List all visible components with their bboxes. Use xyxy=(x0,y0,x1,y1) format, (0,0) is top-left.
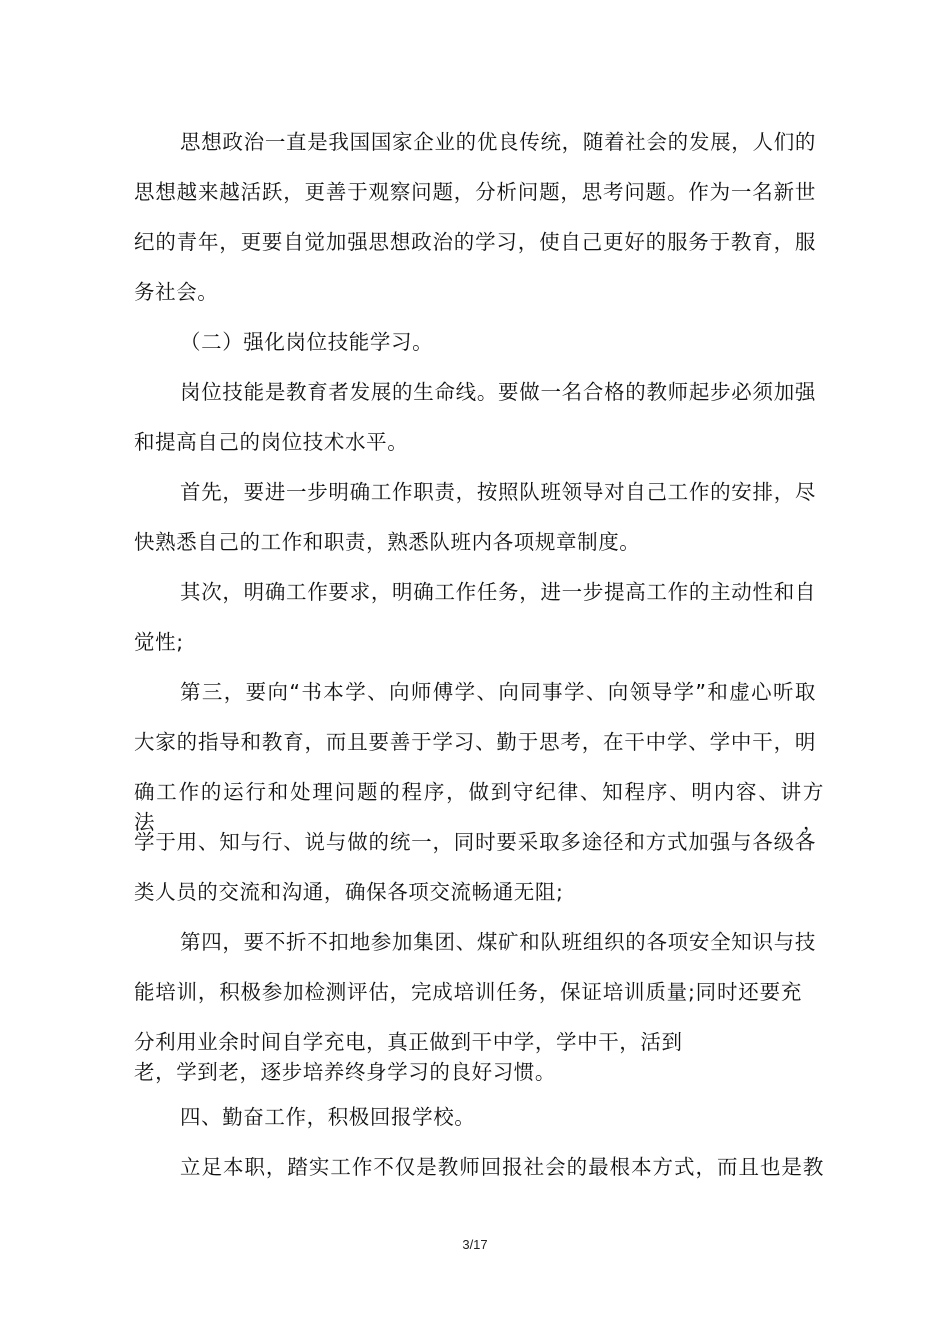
section-heading-4: 四、勤奋工作，积极回报学校。 xyxy=(180,1105,476,1129)
paragraph-2-line-1: 岗位技能是教育者发展的生命线。要做一名合格的教师起步必须加强 xyxy=(180,380,816,404)
paragraph-1-line-1: 思想政治一直是我国国家企业的优良传统，随着社会的发展，人们的 xyxy=(180,130,816,154)
paragraph-5-line-3: 确工作的运行和处理问题的程序，做到守纪律、知程序、明内容、讲方法， xyxy=(134,780,824,834)
paragraph-5-line-2: 大家的指导和教育，而且要善于学习、勤于思考，在干中学、学中干，明 xyxy=(134,730,816,754)
paragraph-4-line-1: 其次，明确工作要求，明确工作任务，进一步提高工作的主动性和自 xyxy=(180,580,816,604)
paragraph-5-line-5: 类人员的交流和沟通，确保各项交流畅通无阻; xyxy=(134,880,564,904)
paragraph-7-line-1: 立足本职，踏实工作不仅是教师回报社会的最根本方式，而且也是教 xyxy=(180,1155,824,1179)
paragraph-1-line-4: 务社会。 xyxy=(134,280,219,304)
page-number: 3/17 xyxy=(462,1237,488,1252)
paragraph-4-line-2: 觉性; xyxy=(134,630,184,654)
paragraph-5-line-1: 第三，要向“书本学、向师傅学、向同事学、向领导学”和虚心听取 xyxy=(180,680,816,704)
paragraph-5-line-4: 学于用、知与行、说与做的统一，同时要采取多途径和方式加强与各级各 xyxy=(134,830,816,854)
paragraph-3-line-1: 首先，要进一步明确工作职责，按照队班领导对自己工作的安排，尽 xyxy=(180,480,816,504)
paragraph-6-line-1: 第四，要不折不扣地参加集团、煤矿和队班组织的各项安全知识与技 xyxy=(180,930,816,954)
paragraph-2-line-2: 和提高自己的岗位技术水平。 xyxy=(134,430,409,454)
paragraph-3-line-2: 快熟悉自己的工作和职责，熟悉队班内各项规章制度。 xyxy=(134,530,641,554)
paragraph-1-line-2: 思想越来越活跃，更善于观察问题，分析问题，思考问题。作为一名新世 xyxy=(134,180,816,204)
section-heading-2: （二）强化岗位技能学习。 xyxy=(180,330,434,354)
paragraph-6-line-3: 分利用业余时间自学充电，真正做到干中学，学中干，活到 xyxy=(134,1030,683,1054)
paragraph-6-line-4: 老，学到老，逐步培养终身学习的良好习惯。 xyxy=(134,1060,556,1084)
paragraph-1-line-3: 纪的青年，更要自觉加强思想政治的学习，使自己更好的服务于教育，服 xyxy=(134,230,816,254)
paragraph-6-line-2: 能培训，积极参加检测评估，完成培训任务，保证培训质量;同时还要充 xyxy=(134,980,802,1004)
